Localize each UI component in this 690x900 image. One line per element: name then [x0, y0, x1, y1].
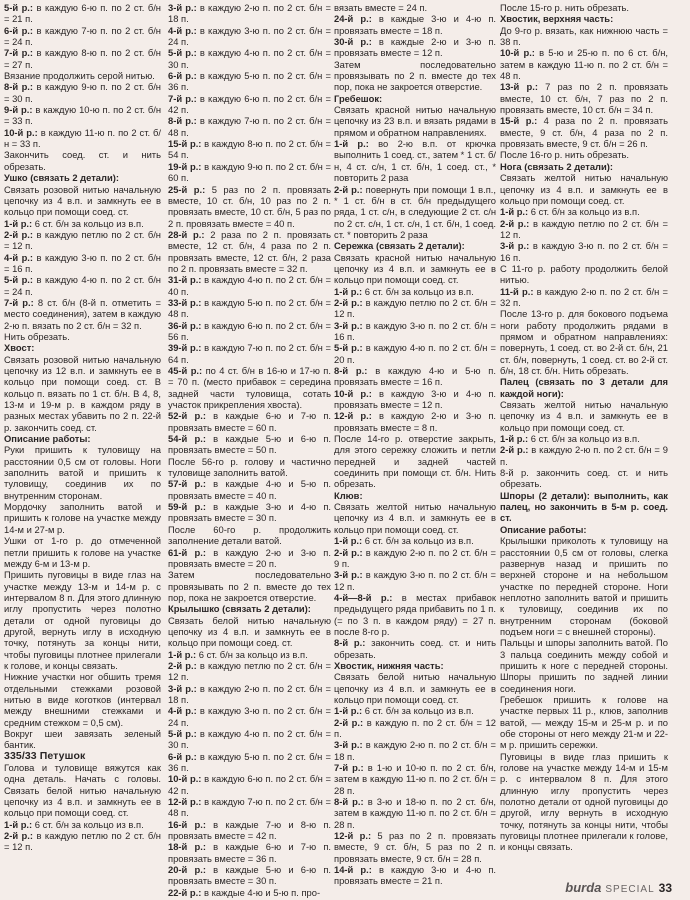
instruction-paragraph: Мордочку заполнить ватой и пришить к голове на участке между 14-м и 27-м р. [4, 501, 161, 535]
instruction-paragraph: 1-й р.: 6 ст. б/н за кольцо из в.п. [334, 705, 474, 717]
subsection-heading: Нога (связать 2 детали): [500, 160, 614, 172]
instruction-paragraph: 1-й р.: 6 ст. б/н за кольцо из в.п. [4, 217, 144, 229]
edition-label: SPECIAL [605, 884, 655, 895]
instruction-paragraph: 45-й р.: по 4 ст. б/н в 16-ю и 17-ю п. = 70 п. (место прибавок = середина задней части туловища, сотать участок прикрепления хвоста). [168, 365, 331, 411]
instruction-paragraph: Связать желтой нитью начальную цепочку из 4 в.п. и замкнуть ее в кольцо при помощи соед. ст. [500, 172, 668, 206]
instruction-paragraph: 25-й р.: 5 раз по 2 п. провязать вместе, 10 ст. б/н, 10 раз по 2 п. провязать вместе, 10 ст. б/н, 5 раз по 2 п. провязать вместе = 40 п. [168, 183, 331, 229]
subsection-heading: Ушко (связать 2 детали): [4, 172, 119, 184]
instruction-paragraph: 4-й р.: в каждую 3-ю п. по 2 ст. б/н = 24 п. [168, 705, 331, 728]
instruction-paragraph: 12-й р.: в каждую 7-ю п. по 2 ст. б/н = 48 п. [168, 796, 331, 819]
instruction-paragraph: 8-й р.: в 3-ю и 18-ю п. по 2 ст. б/н, затем в каждую 11-ю п. по 2 ст. б/н = 28 п. [334, 796, 496, 830]
instruction-paragraph: 6-й р.: в каждую 7-ю п. по 2 ст. б/н = 24 п. [4, 24, 161, 48]
instruction-paragraph: 5-й р.: в каждую 6-ю п. по 2 ст. б/н = 21 п. [4, 2, 161, 25]
instruction-paragraph: 24-й р.: в каждые 3-ю и 4-ю п. провязать вместе = 18 п. [334, 13, 496, 36]
instruction-paragraph: 13-й р.: 7 раз по 2 п. провязать вместе, 10 ст. б/н, 7 раз по 2 п. провязать вместе, 10 ст. б/н = 34 п. [500, 81, 668, 116]
instruction-paragraph: 1-й р.: 6 ст. б/н за кольцо из в.п. [500, 206, 640, 218]
instruction-paragraph: 5-й р.: в каждую 4-ю п. по 2 ст. б/н = 24 п. [4, 274, 161, 297]
subsection-heading: Хвост: [4, 342, 35, 354]
instruction-paragraph: 9-й р.: в каждую 10-ю п. по 2 ст. б/н = 33 п. [4, 104, 161, 127]
instruction-paragraph: 52-й р.: в каждые 6-ю и 7-ю п. провязать вместе = 60 п. [168, 410, 331, 433]
instruction-paragraph: 3-й р.: в каждую 2-ю п. по 2 ст. б/н = 18 п. [334, 739, 496, 762]
instruction-paragraph: 7-й р.: 8 ст. б/н (8-й п. отметить = место соединения), затем в каждую 2-ю п. вязать по 2 ст. б/н = 32 п. [4, 296, 161, 331]
instruction-paragraph: 36-й р.: в каждую 6-ю п. по 2 ст. б/н = 56 п. [168, 319, 331, 342]
instruction-paragraph: 12-й р.: в каждую 2-ю и 3-ю п. провязать вместе = 8 п. [334, 410, 496, 433]
instruction-paragraph: 15-й р.: в каждую 8-ю п. по 2 ст. б/н = 54 п. [168, 138, 331, 161]
instruction-paragraph: 7-й р.: в каждую 8-ю п. по 2 ст. б/н = 27 п. [4, 47, 161, 70]
instruction-paragraph: 7-й р.: в 1-ю и 10-ю п. по 2 ст. б/н, затем в каждую 11-ю п. по 2 ст. б/н = 28 п. [334, 762, 496, 796]
instruction-paragraph: 22-й р.: в каждые 4-ю и 5-ю п. про- [168, 886, 321, 898]
instruction-paragraph: 1-й р.: во 2-ю в.п. от крючка выполнить 1 соед. ст., затем * 1 ст. б/н, 4 ст. с/н, 1 ст. б/н, 1 соед. ст., * повторить 2 раза [334, 138, 496, 184]
instruction-paragraph: 39-й р.: в каждую 7-ю п. по 2 ст. б/н = 64 п. [168, 342, 331, 365]
instruction-paragraph: Вокруг шеи завязать зеленый бантик. [4, 728, 161, 751]
instruction-paragraph: 1-й р.: 6 ст. б/н за кольцо из в.п. [4, 818, 144, 830]
section-heading: 335/33 Петушок [4, 749, 86, 762]
instruction-paragraph: 10-й р.: в каждую 3-ю и 4-ю п. провязать вместе = 12 п. [334, 387, 496, 411]
instruction-paragraph: 11-й р.: в каждую 2-ю п. по 2 ст. б/н = 32 п. [500, 285, 668, 308]
instruction-paragraph: 2-й р.: в каждую 2-ю п. по 2 ст. б/н = 9 п. [334, 546, 496, 569]
subsection-heading: Клюв: [334, 489, 363, 501]
instruction-paragraph: Гребешок пришить к голове на участке первых 11 р., клюв, заполнив ватой, — между 15-м и 25-м р. и по обе стороны от него между 21-м и 22-м р. пришить сережки. [500, 693, 668, 751]
instruction-paragraph: 54-й р.: в каждые 5-ю и 6-ю п. провязать вместе = 50 п. [168, 433, 331, 456]
instruction-paragraph: 8-й р.: в каждую 4-ю и 5-ю п. провязать вместе = 16 п. [334, 365, 496, 388]
instruction-paragraph: 3-й р.: в каждую 2-ю п. по 2 ст. б/н = 18 п. [168, 682, 331, 705]
instruction-paragraph: 2-й р.: в каждую петлю по 2 ст. б/н = 12 п. [500, 217, 668, 240]
instruction-paragraph: 2-й р.: повернуть при помощи 1 в.п., * 1 ст. б/н в ст. б/н предыдущего ряда, 1 ст. с/н, в следующие 2 ст. с/н по 2 ст. с/н, 1 ст. с/н, 1 ст. б/н, 1 соед. ст. * повторить 2 раза [334, 183, 496, 240]
instruction-paragraph: 59-й р.: в каждые 3-ю и 4-ю п. провязать вместе = 30 п. [168, 501, 331, 524]
instruction-paragraph: Нить обрезать. [4, 330, 70, 342]
subsection-heading: Шпоры (2 детали): выполнить, как палец, но закончить в 5-м р. соед. ст. [500, 489, 668, 524]
instruction-paragraph: 4-й р.: в каждую 3-ю п. по 2 ст. б/н = 24 п. [168, 24, 331, 48]
instruction-paragraph: 28-й р.: 2 раза по 2 п. провязать вместе, 12 ст. б/н, 4 раза по 2 п. провязать вместе, 12 ст. б/н, 2 раза по 2 п. провязать вместе = 32 п. [168, 228, 331, 274]
subsection-heading: Хвостик, верхняя часть: [500, 13, 614, 25]
instruction-paragraph: Пришить пуговицы в виде глаз на участке между 13-м и 14-м р. с интервалом 8 п. Для этого длинную иглу пропустить через полотно детали от одной пуговицы до другой, вернуть иглу в исходную точку, потянуть за концы нити, чтобы пуговицы плотнее прилегали к голове, и концы связать. [4, 569, 161, 671]
instruction-paragraph: 8-й р. закончить соед. ст. и нить обрезать. [500, 467, 668, 490]
instruction-paragraph: 1-й р.: 6 ст. б/н за кольцо из в.п. [334, 535, 474, 547]
text-column-1 [4, 2, 161, 882]
page-number: 33 [658, 881, 672, 895]
subsection-heading: Хвостик, нижняя часть: [334, 659, 444, 671]
instruction-paragraph: 3-й р.: в каждую 3-ю п. по 2 ст. б/н = 16 п. [500, 240, 668, 263]
instruction-paragraph: 2-й р.: в каждую петлю по 2 ст. б/н = 12 п. [4, 228, 161, 252]
page-footer [565, 880, 672, 895]
brand-logo: burda [565, 880, 602, 895]
instruction-paragraph: 3-й р.: в каждую 3-ю п. по 2 ст. б/н = 16 п. [334, 319, 496, 342]
instruction-paragraph: Связать желтой нитью начальную цепочку из 4 в.п. и замкнуть ее в кольцо при помощи соед. ст. [500, 399, 668, 433]
instruction-paragraph: 8-й р.: закончить соед. ст. и нить обрезать. [334, 637, 496, 660]
instruction-paragraph: 10-й р.: в каждую 11-ю п. по 2 ст. б/н = 33 п. [4, 126, 161, 150]
instruction-paragraph: Ушки от 1-го р. до отмеченной петли пришить к голове на участке между 6-м и 13-м р. [4, 535, 161, 569]
instruction-paragraph: Затем последовательно провязывать по 2 п. вместе до тех пор, пока не закроется отверстие. [334, 58, 496, 93]
subsection-heading: Описание работы: [500, 523, 587, 535]
instruction-paragraph: 57-й р.: в каждые 4-ю и 5-ю п. провязать вместе = 40 п. [168, 478, 331, 501]
instruction-paragraph: 8-й р.: в каждую 9-ю п. по 2 ст. б/н = 30 п. [4, 81, 161, 104]
instruction-paragraph: вязать вместе = 24 п. [334, 2, 428, 13]
instruction-paragraph: Голова и туловище вяжутся как одна деталь. Начать с головы. Связать белой нитью начальную цепочку из 4 в.п. и замкнуть ее в кольцо при помощи соед. ст. [4, 762, 161, 819]
instruction-paragraph: 61-й р.: в каждую 2-ю и 3-ю п. провязать вместе = 20 п. [168, 546, 331, 569]
instruction-paragraph: Связать розовой нитью начальную цепочку из 4 в.п. и замкнуть ее в кольцо при помощи соед. ст. [4, 183, 161, 218]
instruction-paragraph: Крылышки приколоть к туловищу на расстоянии 0,5 см от головы, слегка развернув назад и пришить по верхней стороне и на небольшом участке по передней стороне. Ноги неплотно заполнить ватой и пришить к туловищу, соединив их по внутренним сторонам (боковой подъем ноги = с внешней стороны). [500, 535, 668, 637]
text-column-3 [334, 2, 496, 887]
instruction-paragraph: Связать розовой нитью начальную цепочку из 12 в.п. и замкнуть ее в кольцо при помощи соед. ст. В кольцо п. вязать по 1 ст. б/н. В 4, 8, 13-м и 19-м р. в каждом ряду в разных местах убавить по 2 п. 22-й р. закончить соед. ст. [4, 353, 161, 433]
instruction-paragraph: Связать красной нитью начальную цепочку из 4 в.п. и замкнуть ее в кольцо при помощи соед. ст. [334, 251, 496, 286]
instruction-paragraph: Связать красной нитью начальную цепочку из 23 в.п. и вязать рядами в прямом и обратном направлениях. [334, 104, 496, 138]
instruction-paragraph: 5-й р.: в каждую 4-ю п. по 2 ст. б/н = 30 п. [168, 728, 331, 751]
subsection-heading: Крылышко (связать 2 детали): [168, 603, 311, 615]
text-column-4 [500, 2, 668, 882]
instruction-paragraph: 14-й р.: в каждую 3-ю и 4-ю п. провязать вместе = 21 п. [334, 864, 496, 887]
instruction-paragraph: Связать белой нитью начальную цепочку из 4 в.п. и замкнуть ее в кольцо при помощи соед. ст. [168, 614, 331, 649]
instruction-paragraph: После 13-го р. для бокового подъема ноги работу продолжить рядами в прямом и обратном направлениях: повернуть, 1 соед. ст. во 2-й ст. б/н, 21 ст. б/н, повернуть, 1 соед. ст. во 2-й ст. б/н, 18 ст. б/н. Нить обрезать. [500, 308, 668, 376]
instruction-paragraph: До 9-го р. вязать, как нижнюю часть = 38 п. [500, 24, 668, 48]
instruction-paragraph: 18-й р.: в каждые 6-ю и 7-ю п. провязать вместе = 36 п. [168, 841, 331, 864]
instruction-paragraph: После 15-го р. нить обрезать. [500, 2, 630, 13]
instruction-paragraph: Нижние участки ног обшить тремя отдельными стежками розовой нитью в виде коготков (интервал между внешними стежками и средним стежком = 0,5 см). [4, 671, 161, 728]
instruction-paragraph: 16-й р.: в каждые 7-ю и 8-ю п. провязать вместе = 42 п. [168, 818, 331, 842]
instruction-paragraph: 19-й р.: в каждую 9-ю п. по 2 ст. б/н = 60 п. [168, 160, 331, 184]
instruction-paragraph: 2-й р.: в каждую п. по 2 ст. б/н = 12 п. [334, 716, 496, 739]
instruction-paragraph: 5-й р.: в каждую 4-ю п. по 2 ст. б/н = 30 п. [168, 47, 331, 70]
subsection-heading: Описание работы: [4, 433, 91, 445]
instruction-paragraph: Связать желтой нитью начальную цепочку из 4 в.п. и замкнуть ее в кольцо при помощи соед. ст. [334, 501, 496, 535]
instruction-paragraph: 1-й р.: 6 ст. б/н за кольцо из в.п. [334, 285, 474, 297]
instruction-paragraph: 30-й р.: в каждые 2-ю и 3-ю п. провязать вместе = 12 п. [334, 36, 496, 59]
subsection-heading: Сережка (связать 2 детали): [334, 240, 465, 252]
instruction-paragraph: 2-й р.: в каждую петлю по 2 ст. б/н = 12 п. [4, 830, 161, 853]
instruction-paragraph: 20-й р.: в каждые 5-ю и 6-ю п. провязать вместе = 30 п. [168, 864, 331, 887]
instruction-paragraph: 12-й р.: 5 раз по 2 п. провязать вместе, 9 ст. б/н, 5 раз по 2 п. провязать вместе, 9 ст. б/н = 28 п. [334, 830, 496, 864]
instruction-paragraph: 6-й р.: в каждую 5-ю п. по 2 ст. б/н = 36 п. [168, 750, 331, 774]
instruction-paragraph: Вязание продолжить серой нитью. [4, 70, 155, 82]
instruction-paragraph: Затем последовательно провязывать по 2 п. вместе до тех пор, пока не закроется отверстие. [168, 569, 331, 603]
instruction-paragraph: 10-й р.: в 5-ю и 25-ю п. по 6 ст. б/н, затем в каждую 11-ю п. по 2 ст. б/н = 48 п. [500, 47, 668, 82]
instruction-paragraph: 3-й р.: в каждую 2-ю п. по 2 ст. б/н = 18 п. [168, 2, 331, 25]
instruction-paragraph: 31-й р.: в каждую 4-ю п. по 2 ст. б/н = 40 п. [168, 274, 331, 297]
subsection-heading: Палец (связать по 3 детали для каждой ноги): [500, 376, 668, 399]
instruction-paragraph: После 60-го р. продолжить заполнение детали ватой. [168, 523, 331, 547]
instruction-paragraph: 2-й р.: в каждую петлю по 2 ст. б/н = 12 п. [334, 296, 496, 320]
instruction-paragraph: 3-й р.: в каждую 3-ю п. по 2 ст. б/н = 12 п. [334, 569, 496, 592]
instruction-paragraph: 7-й р.: в каждую 6-ю п. по 2 ст. б/н = 42 п. [168, 92, 331, 116]
text-column-2 [168, 2, 331, 898]
instruction-paragraph: 8-й р.: в каждую 7-ю п. по 2 ст. б/н = 48 п. [168, 115, 331, 138]
instruction-paragraph: 15-й р.: 4 раза по 2 п. провязать вместе, 9 ст. б/н, 4 раза по 2 п. провязать вместе, 9 ст. б/н = 26 п. [500, 115, 668, 150]
instruction-paragraph: 5-й р.: в каждую 4-ю п. по 2 ст. б/н = 20 п. [334, 342, 496, 365]
instruction-paragraph: Связать белой нитью начальную цепочку из 4 в.п. и замкнуть ее в кольцо при помощи соед. ст. [334, 671, 496, 705]
instruction-paragraph: 33-й р.: в каждую 5-ю п. по 2 ст. б/н = 48 п. [168, 296, 331, 320]
instruction-paragraph: После 16-го р. нить обрезать. [500, 149, 630, 161]
instruction-paragraph: 10-й р.: в каждую 6-ю п. по 2 ст. б/н = 42 п. [168, 773, 331, 796]
instruction-paragraph: После 56-го р. голову и частично туловище заполнить ватой. [168, 455, 331, 479]
instruction-paragraph: Закончить соед. ст. и нить обрезать. [4, 149, 161, 172]
instruction-paragraph: 2-й р.: в каждую петлю по 2 ст. б/н = 12 п. [168, 659, 331, 683]
instruction-paragraph: 4-й р.: в каждую 3-ю п. по 2 ст. б/н = 16 п. [4, 251, 161, 274]
instruction-paragraph: 1-й р.: 6 ст. б/н за кольцо из в.п. [168, 648, 308, 660]
instruction-paragraph: 4-й—8-й р.: в местах прибавок предыдущего ряда прибавить по 1 п. (= по 3 п. в каждом ряду) = 27 п. после 8-го р. [334, 591, 496, 637]
instruction-paragraph: Пуговицы в виде глаз пришить к голове на участке между 14-м и 15-м р. с интервалом 8 п. Для этого длинную иглу пропустить через полотно детали от одной пуговицы до другой, иглу вернуть в исходную точку, потянуть за концы нити, чтобы пуговицы плотнее прилегали к голове, и концы связать. [500, 750, 668, 853]
instruction-paragraph: С 11-го р. работу продолжить белой нитью. [500, 262, 668, 286]
subsection-heading: Гребешок: [334, 92, 383, 104]
instruction-paragraph: После 14-го р. отверстие закрыть, для этого сережку сложить и петли передней и задней частей соединить при помощи ст. б/н. Нить обрезать. [334, 433, 496, 490]
instruction-paragraph: Руки пришить к туловищу на расстоянии 0,5 см от головы. Ноги заполнить ватой и пришить к туловищу, соединив их по внутренним сторонам. [4, 444, 161, 501]
instruction-paragraph: 1-й р.: 6 ст. б/н за кольцо из в.п. [500, 433, 640, 445]
instruction-paragraph: Пальцы и шпоры заполнить ватой. По 3 пальца соединить между собой и пришить к ноге с передней стороны. Шпоры пришить по задней линии соединения ноги. [500, 637, 668, 694]
instruction-paragraph: 2-й р.: в каждую 2-ю п. по 2 ст. б/н = 9 п. [500, 444, 668, 467]
instruction-paragraph: 6-й р.: в каждую 5-ю п. по 2 ст. б/н = 36 п. [168, 70, 331, 93]
